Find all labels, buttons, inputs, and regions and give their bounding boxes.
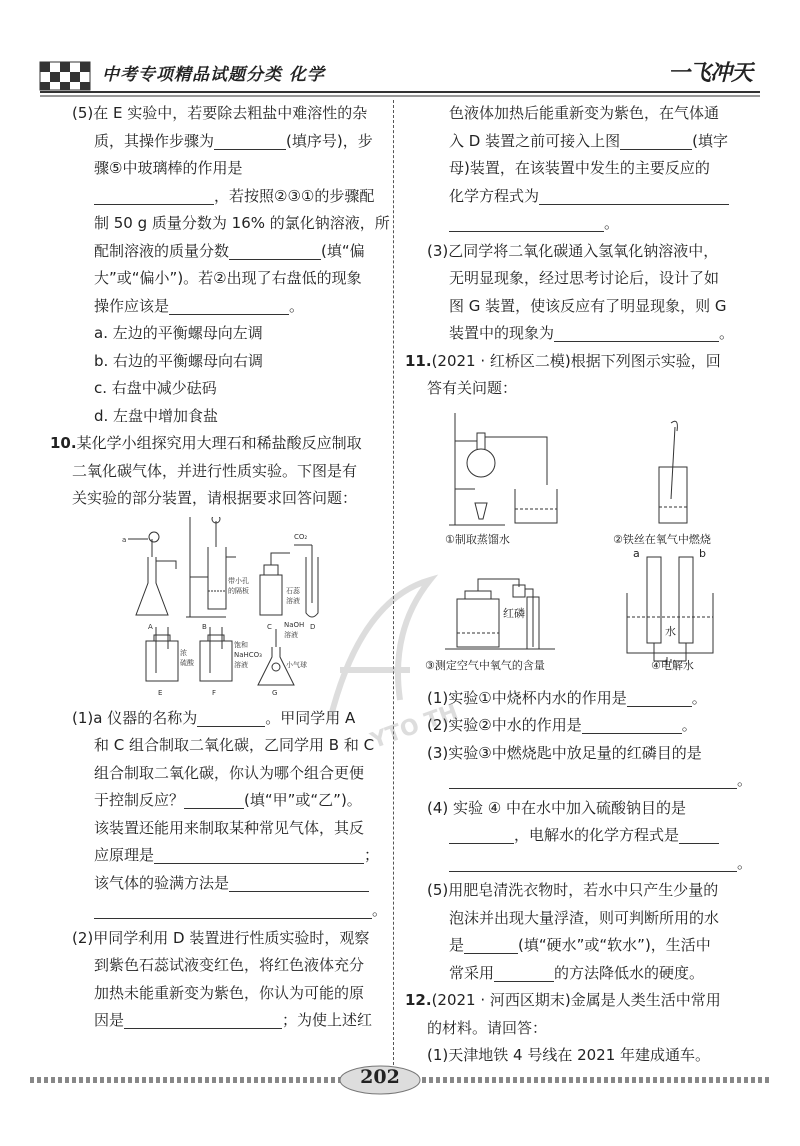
label-water: 水 [665,624,676,638]
q11-line: 11.(2021 · 红桥区二模)根据下列图示实验，回 [405,351,721,370]
q11-sub5: 是 (填“硬水”或“软水”)，生活中 [449,936,711,954]
q10-sub1-line: (1)a 仪器的名称为 。甲同学用 A [72,708,356,727]
q11-sub2: (2)实验②中水的作用是 。 [427,716,697,734]
q11-sub5: (5)用肥皂清洗衣物时，若水中只产生少量的 [427,881,719,899]
label-D: D [310,622,316,631]
caption-oxygen: ③测定空气中氧气的含量 [425,658,545,672]
answer-blank[interactable] [124,1010,282,1029]
option-d: d. 左盘中增加食盐 [94,406,219,425]
answer-blank[interactable] [539,186,729,205]
answer-blank[interactable] [554,323,719,342]
page-header [0,0,800,100]
q10-sub1-line: 组合制取二氧化碳，你认为哪个组合更便 [94,763,365,782]
answer-blank[interactable] [169,296,289,315]
label-B: B [202,622,207,631]
q10-sub1-line: 应原理是 ； [94,846,380,864]
label-naoh2: 溶液 [284,630,298,639]
q10-cont-line: 化学方程式为 [405,183,755,211]
q10-sub2-line: 因是 ；为使上述红 [94,1011,373,1029]
q10-sub1-line: 和 C 组合制取二氧化碳，乙同学用 B 和 C [94,736,375,754]
q11-sub4: 。 [405,850,755,878]
q10-sub2-line: (2)甲同学利用 D 装置进行性质实验时，观察 [72,928,370,947]
caption-electrolysis: ④电解水 [651,658,694,672]
q10-sub1-line: 。 [50,897,395,925]
answer-blank[interactable] [449,213,604,232]
label-acid2: 硫酸 [180,658,194,667]
watermark-text: YTO TH [367,699,462,750]
q10-sub2-line: 到紫色石蕊试液变红色，将红色液体充分 [94,956,365,974]
answer-blank[interactable] [582,715,682,734]
q9-part5-line: 大”或“偏小”)。若②出现了右盘低的现象 [94,269,362,287]
answer-blank[interactable] [214,131,286,150]
q11-line: 答有关问题： [427,379,518,397]
q10-sub3-line: 无明显现象，经过思考讨论后，设计了如 [449,269,720,287]
q9-part5-line: ，若按照②③①的步骤配 [50,183,395,211]
answer-blank[interactable] [679,825,719,844]
answer-blank[interactable] [154,845,364,864]
q11-sub3: 。 [405,767,755,795]
label-E: E [158,688,163,697]
answer-blank[interactable] [620,131,692,150]
label-b: b [699,546,706,560]
label-red-p: 红磷 [503,606,525,620]
q10-cont-line: 母)装置，在该装置中发生的主要反应的 [449,159,710,177]
label-a: a [633,546,640,560]
option-a: a. 左边的平衡螺母向左调 [94,324,263,342]
q9-part5-line: 配制溶液的质量分数 (填“偏 [94,241,365,260]
label-G: G [272,688,278,697]
q11-sub1: (1)实验①中烧杯内水的作用是 。 [427,688,707,707]
page-number: 202 [360,1066,400,1088]
q12-line: 的材料。请回答： [427,1018,548,1037]
label-A: A [148,622,153,631]
answer-blank[interactable] [229,241,321,260]
option-c: c. 右盘中减少砝码 [94,379,217,397]
label-litmus1: 石蕊 [286,586,300,595]
q10-sub3-line: 装置中的现象为 。 [449,324,735,342]
question-number: 11. [405,351,432,370]
watermark [300,560,520,750]
label-nahco2: NaHCO₃ [234,650,262,659]
label-nahco3: 溶液 [234,660,248,669]
answer-blank[interactable] [449,770,737,789]
q9-part5-line: (5)在 E 实验中，若要除去粗盐中难溶性的杂 [72,104,368,122]
label-a: a [122,535,127,544]
label-hole: 带小孔 [228,576,249,585]
q10-cont-line: 。 [405,210,755,238]
q10-sub1-line: 于控制反应？ (填“甲”或“乙”)。 [94,791,362,809]
answer-blank[interactable] [464,935,518,954]
q11-sub4: ，电解水的化学方程式是 [405,822,755,850]
answer-blank[interactable] [627,688,692,707]
label-F: F [212,688,217,697]
answer-blank[interactable] [184,790,244,809]
label-acid1: 浓 [180,648,187,657]
q12-sub1: (1)天津地铁 4 号线在 2021 年建成通车。 [427,1046,711,1064]
answer-blank[interactable] [494,963,554,982]
q10-cont-line: 入 D 装置之前可接入上图 (填字 [449,131,728,150]
answer-blank[interactable] [94,900,372,919]
q10-sub2-line: 加热未能重新变为紫色，你认为可能的原 [94,983,365,1002]
q10-cont-line: 色液体加热后能重新变为紫色，在气体通 [449,104,720,122]
q10-line: 10.某化学小组探究用大理石和稀盐酸反应制取 [50,434,362,452]
label-balloon: 小气球 [286,660,307,669]
label-naoh1: NaOH [284,620,305,629]
q11-sub4: (4) 实验 ④ 中在水中加入硫酸钠目的是 [427,798,687,817]
q10-sub1-line: 该气体的验满方法是 [50,870,395,898]
question-number: 12. [405,991,432,1009]
q10-sub3-line: 图 G 装置，使该反应有了明显现象，则 G [449,296,727,315]
q10-line: 关实验的部分装置，请根据要求回答问题： [72,489,358,507]
label-nahco1: 饱和 [234,640,248,649]
answer-blank[interactable] [94,186,214,205]
label-C: C [267,622,272,631]
caption-distill: ①制取蒸馏水 [445,532,510,546]
watermark-logo [300,560,520,750]
answer-blank[interactable] [229,873,369,892]
label-partition: 的隔板 [228,586,249,595]
q9-part5-line: 制 50 g 质量分数为 16% 的氯化钠溶液，所 [94,214,390,232]
label-litmus2: 溶液 [286,596,300,605]
question-number: 10. [50,434,77,452]
q11-sub5: 泡沫并出现大量浮渣，则可判断所用的水 [449,908,720,927]
q10-sub3-line: (3)乙同学将二氧化碳通入氢氧化钠溶液中， [427,241,719,260]
label-co2: CO₂ [294,532,308,541]
q9-part5-line: 操作应该是 。 [94,296,305,315]
option-b: b. 右边的平衡螺母向右调 [94,351,264,370]
header-brand: 一飞冲天 [667,61,752,86]
header-title: 中考专项精品试题分类 化学 [102,65,325,85]
q9-part5-line: 质，其操作步骤为 (填序号)，步 [94,131,373,150]
answer-blank[interactable] [449,853,737,872]
q10-line: 二氧化碳气体，并进行性质实验。下图是有 [72,461,358,480]
answer-blank[interactable] [197,708,265,727]
caption-iron: ②铁丝在氧气中燃烧 [613,532,711,546]
q10-sub1-line: 该装置还能用来制取某种常见气体，其反 [94,818,365,837]
answer-blank[interactable] [449,825,514,844]
q11-sub5: 常采用 的方法降低水的硬度。 [449,963,705,982]
q9-part5-line: 骤⑤中玻璃棒的作用是 [94,159,243,177]
q12-line: 12.(2021 · 河西区期末)金属是人类生活中常用 [405,991,721,1009]
q11-sub3: (3)实验③中燃烧匙中放足量的红磷目的是 [427,743,702,762]
